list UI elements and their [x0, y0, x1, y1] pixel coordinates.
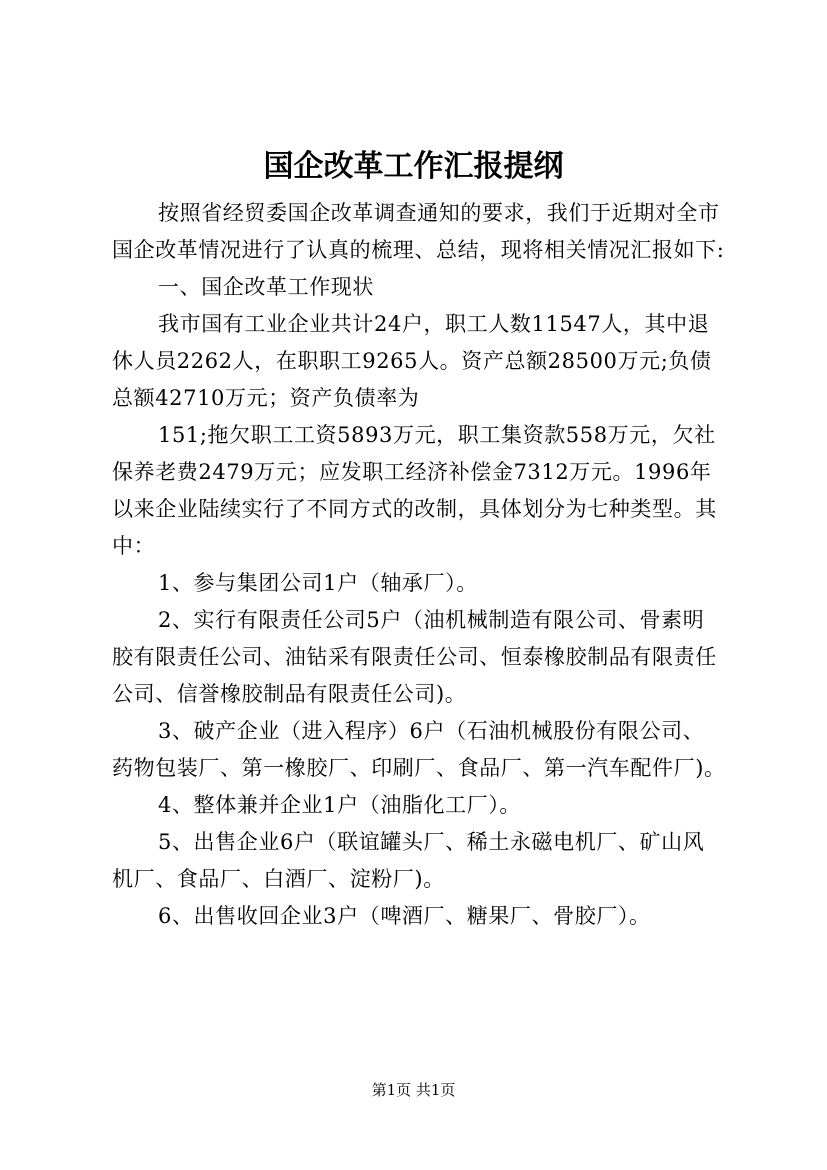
paragraph-line: 保养老费2479万元；应发职工经济补偿金7312万元。1996年: [112, 460, 712, 484]
paragraph-line: 休人员2262人，在职职工9265人。资产总额28500万元;负债: [112, 349, 712, 373]
paragraph-line: 总额42710万元；资产负债率为: [112, 386, 420, 410]
list-item: 1、参与集团公司1户（轴承厂）。: [158, 571, 478, 595]
paragraph-line: 以来企业陆续实行了不同方式的改制，具体划分为七种类型。其: [112, 497, 717, 521]
list-item-continuation: 药物包装厂、第一橡胶厂、印刷厂、食品厂、第一汽车配件厂)。: [112, 756, 726, 780]
list-item: 6、出售收回企业3户（啤酒厂、糖果厂、骨胶厂）。: [158, 904, 651, 928]
list-item: 2、实行有限责任公司5户（油机械制造有限公司、骨素明: [158, 608, 705, 632]
section-heading: 一、国企改革工作现状: [158, 275, 374, 299]
paragraph-line: 151;拖欠职工工资5893万元，职工集资款558万元，欠社: [158, 423, 716, 447]
list-item: 4、整体兼并企业1户（油脂化工厂）。: [158, 793, 522, 817]
list-item: 5、出售企业6户（联谊罐头厂、稀土永磁电机厂、矿山风: [158, 830, 705, 854]
document-title: 国企改革工作汇报提纲: [263, 149, 564, 184]
paragraph-line: 我市国有工业企业共计24户，职工人数11547人，其中退: [158, 312, 710, 336]
document-body: [112, 195, 724, 935]
list-item: 3、破产企业（进入程序）6户（石油机械股份有限公司、: [158, 719, 705, 743]
list-item-continuation: 公司、信誉橡胶制品有限责任公司)。: [112, 682, 467, 706]
paragraph-line: 按照省经贸委国企改革调查通知的要求，我们于近期对全市: [158, 201, 720, 225]
paragraph-line: 国企改革情况进行了认真的梳理、总结，现将相关情况汇报如下:: [112, 238, 725, 262]
list-item-continuation: 胶有限责任公司、油钻采有限责任公司、恒泰橡胶制品有限责任: [112, 645, 717, 669]
page-number-footer: 第1页 共1页: [371, 1081, 456, 1099]
paragraph-line: 中：: [112, 534, 156, 558]
list-item-continuation: 机厂、食品厂、白酒厂、淀粉厂)。: [112, 867, 445, 891]
